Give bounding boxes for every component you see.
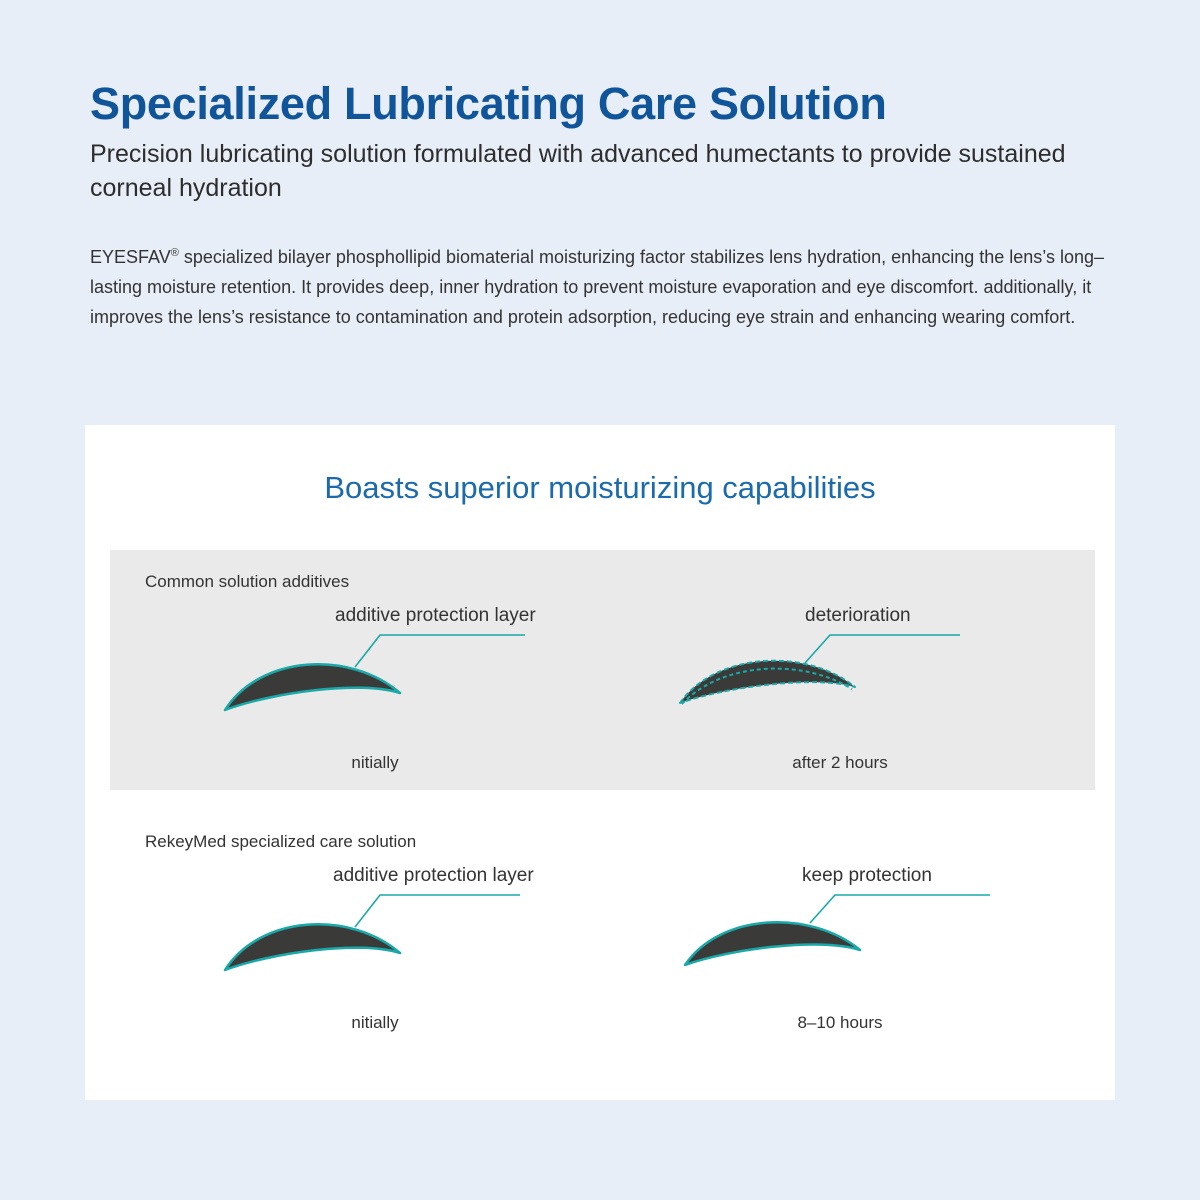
comparison-card	[85, 425, 1115, 1100]
lens-diagram-protected-rekeymed	[630, 865, 1050, 1040]
callout-label: deterioration	[805, 605, 911, 626]
lens-caption: after 2 hours	[792, 753, 888, 772]
body-paragraph	[90, 243, 1130, 333]
card-title: Boasts superior moisturizing capabilities	[324, 470, 876, 505]
callout-label: additive protection layer	[335, 605, 536, 626]
panel-common-additives	[110, 550, 1095, 790]
panel-rekeymed-solution	[110, 810, 1095, 1060]
page-title: Specialized Lubricating Care Solution	[90, 78, 887, 130]
registered-mark-icon: ®	[170, 247, 179, 259]
page-subtitle: Precision lubricating solution formulated with advanced humectants to provide sustained corneal hydration	[90, 140, 1066, 202]
callout-label: additive protection layer	[333, 865, 534, 886]
panel-label: RekeyMed specialized care solution	[145, 832, 417, 851]
panel-label: Common solution additives	[145, 572, 350, 591]
lens-diagram-initial-rekeymed	[165, 865, 585, 1040]
lens-diagram-degraded-common	[630, 605, 1050, 780]
lens-diagram-initial-common	[165, 605, 585, 780]
lens-caption: nitially	[351, 1013, 399, 1032]
brand-name: EYESFAV	[90, 247, 171, 267]
body-text: specialized bilayer phosphollipid biomaterial moisturizing factor stabilizes lens hydration, enhancing the lens’s long–lasting moisture retention. It provides deep, inner hydration to prevent moisture evaporation and eye discomfort. additionally, it improves the lens’s resistance to contamination and protein adsorption, reducing eye strain and enhancing wearing comfort.	[90, 247, 1105, 327]
lens-caption: 8–10 hours	[797, 1013, 883, 1032]
callout-label: keep protection	[802, 865, 932, 886]
lens-caption: nitially	[351, 753, 399, 772]
